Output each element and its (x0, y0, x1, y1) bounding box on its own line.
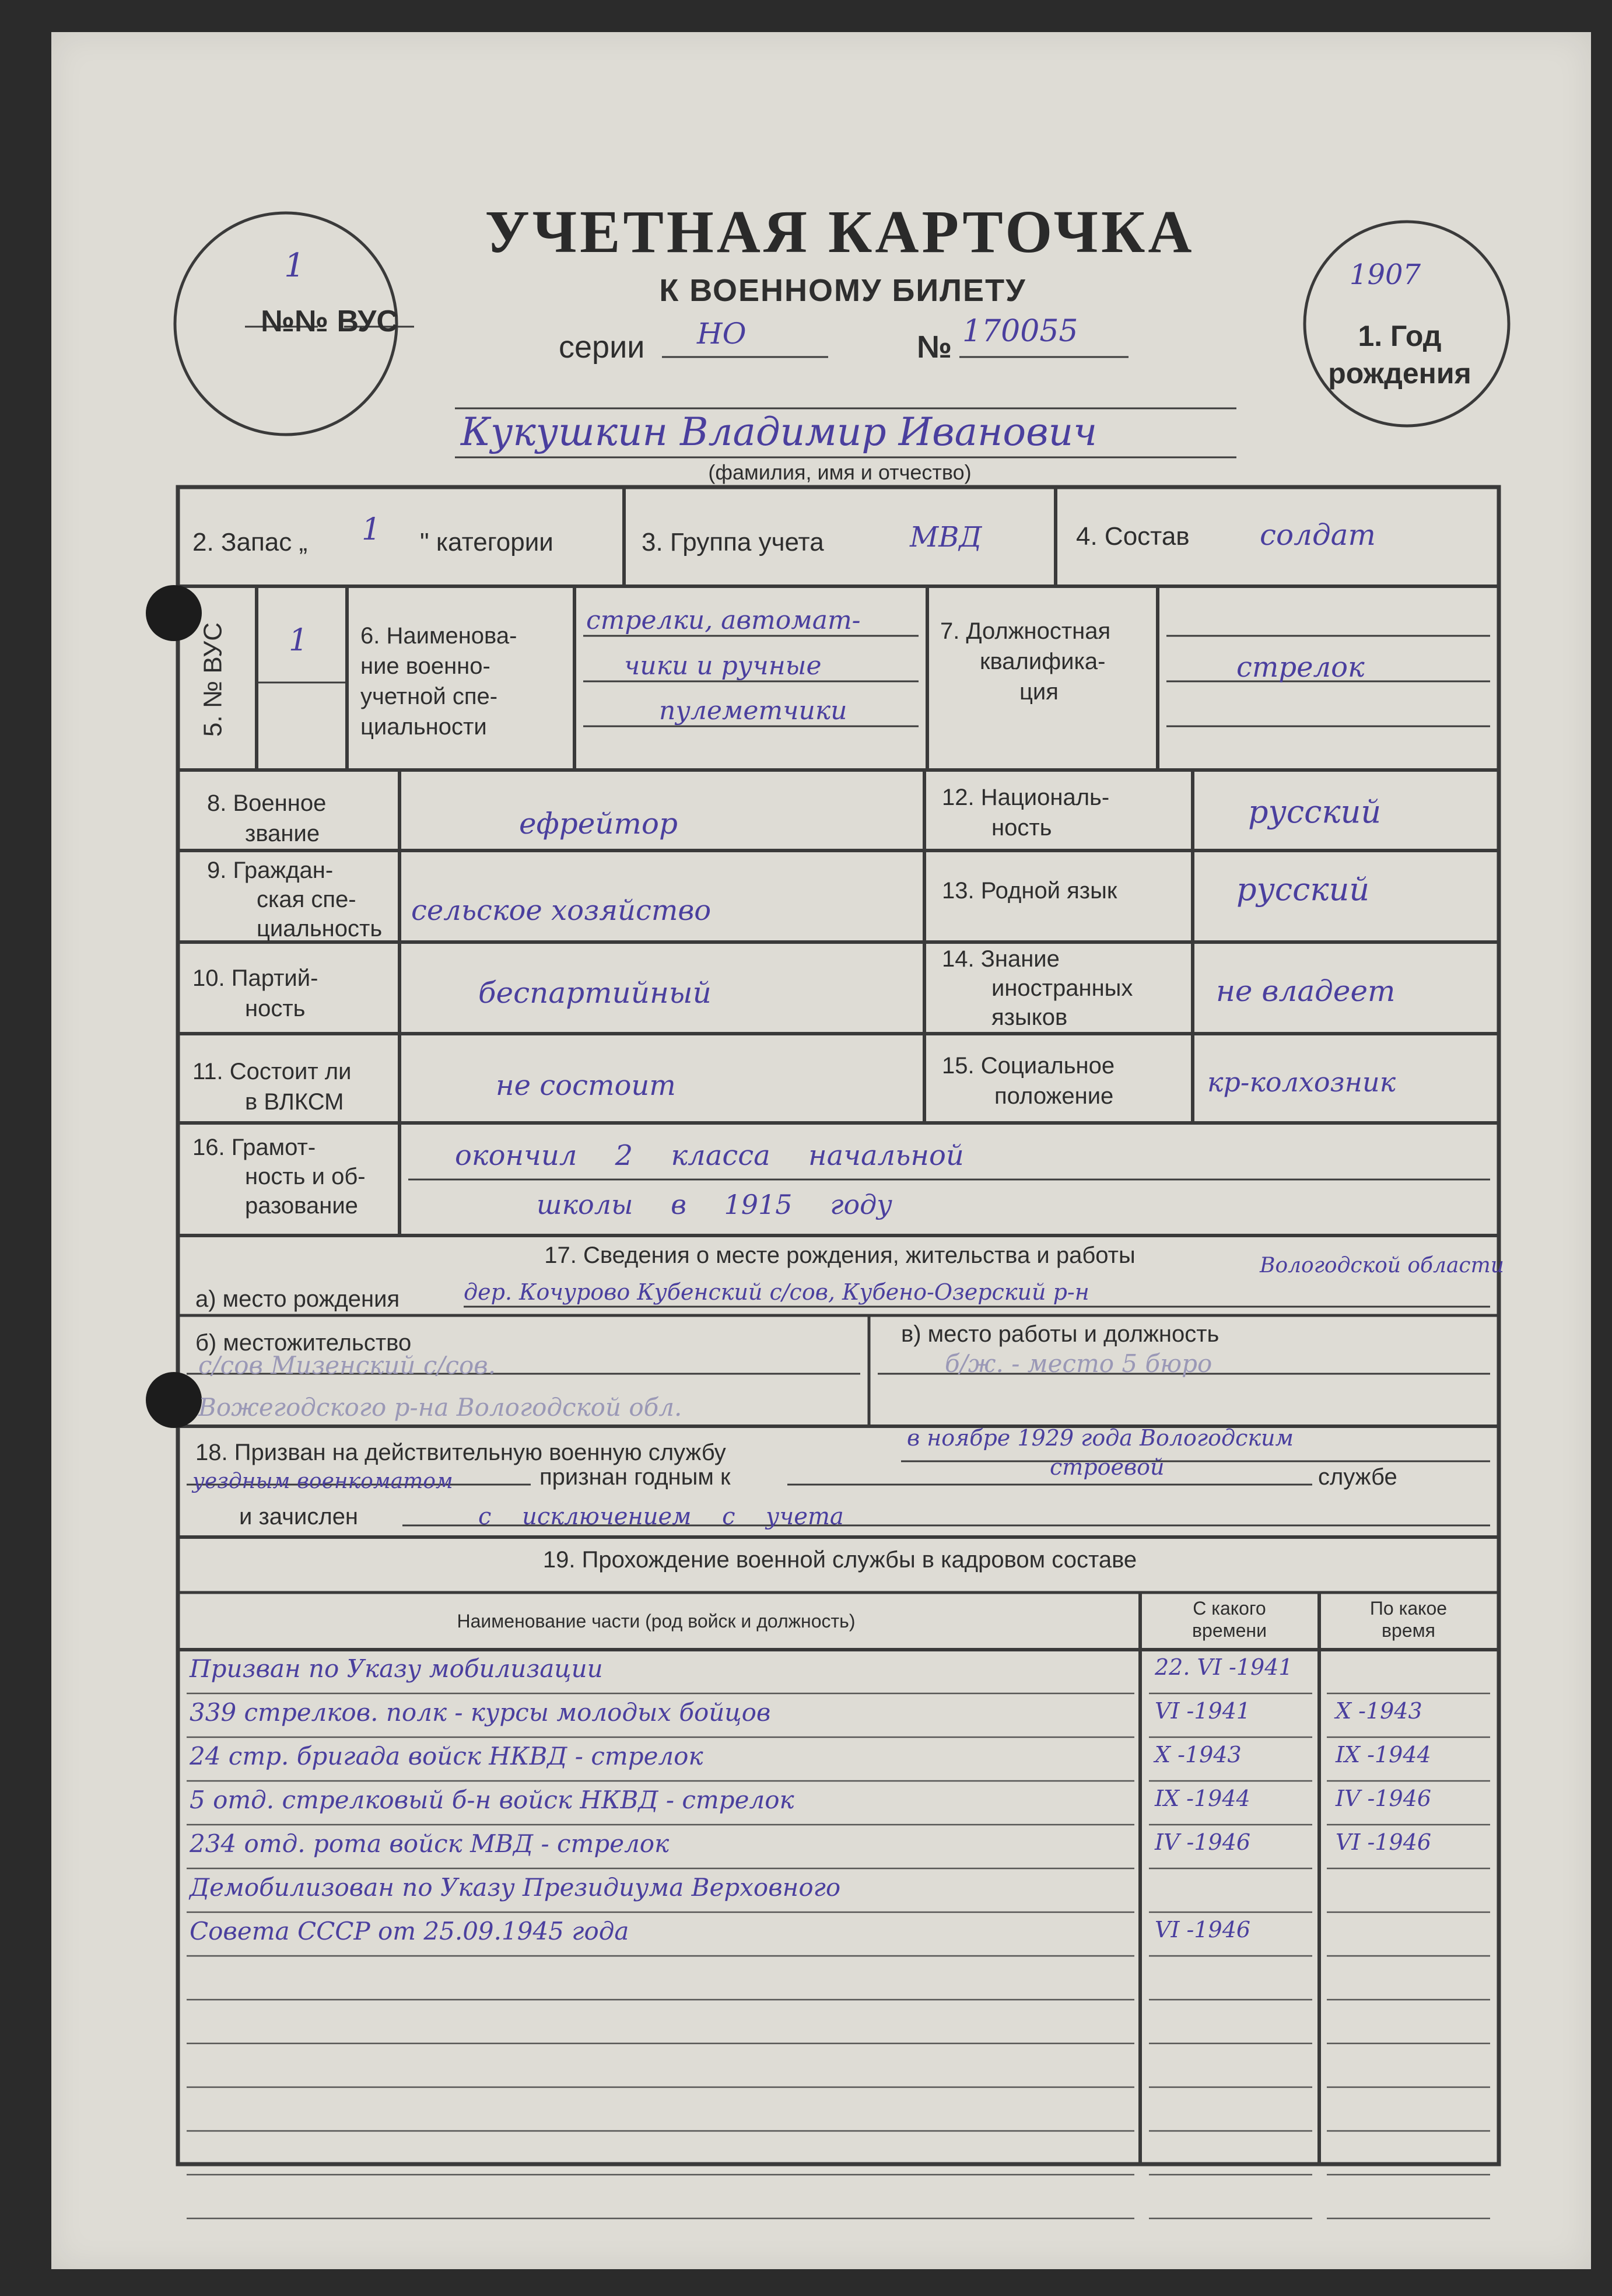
col-unit-header: Наименование части (род войск и должность) (457, 1611, 856, 1632)
qual-label-3: ция (1019, 679, 1059, 705)
foreign-label-3: языков (991, 1005, 1068, 1030)
conscription-value: в ноябре 1929 года Вологодским (907, 1425, 1294, 1451)
language-label: 13. Родной язык (942, 878, 1117, 904)
social-value: кр-колхозник (1207, 1066, 1396, 1098)
col-from-header-2: времени (1192, 1620, 1267, 1641)
residence-value-1: с/сов Мизенский с/сов. (198, 1351, 496, 1380)
education-label-3: разование (245, 1193, 358, 1219)
birth-year-value: 1907 (1349, 258, 1421, 291)
foreign-value: не владеет (1216, 974, 1396, 1008)
nationality-label-1: 12. Националь- (942, 785, 1110, 810)
rank-value: ефрейтор (519, 807, 678, 841)
vus-value: 1 (289, 623, 309, 658)
series-label: серии (559, 330, 645, 365)
qual-label-1: 7. Должностная (940, 618, 1111, 644)
staff-value: солдат (1260, 518, 1376, 552)
service-row-to: VI -1946 (1336, 1829, 1432, 1855)
reserve-label: 2. Запас „ (192, 528, 308, 556)
staff-label: 4. Состав (1076, 522, 1190, 551)
col-from-header-1: С какого (1193, 1598, 1266, 1619)
vus-circle-value: 1 (284, 247, 305, 285)
service-row-to: X -1943 (1336, 1698, 1422, 1724)
spec-label-1: 6. Наименова- (360, 623, 517, 649)
enlisted-label: и зачислен (239, 1504, 359, 1530)
spec-value-1: стрелки, автомат- (586, 606, 861, 635)
birth-year-label-2: рождения (1328, 357, 1471, 390)
work-label: в) место работы и должность (901, 1321, 1219, 1347)
series-value: НО (697, 317, 747, 351)
education-label-2: ность и об- (245, 1164, 366, 1189)
section19-title: 19. Прохождение военной службы в кадровом составе (542, 1547, 1137, 1573)
birth-place-label: а) место рождения (195, 1286, 400, 1312)
civil-value: сельское хозяйство (411, 894, 712, 927)
service-row-unit: 5 отд. стрелковый б-н войск НКВД - стрелок (190, 1786, 794, 1814)
education-value-2: школы в 1915 году (537, 1189, 892, 1220)
vus-circle-label: №№ ВУС (261, 304, 398, 338)
service-row-to: IX -1944 (1336, 1742, 1431, 1768)
party-label-1: 10. Партий- (192, 965, 318, 991)
vus-label: 5. № ВУС (198, 622, 227, 737)
reserve-value: 1 (362, 512, 381, 547)
col-to-header-1: По какое (1369, 1598, 1448, 1619)
fitness-label: признан годным к (539, 1464, 731, 1490)
service-row-unit: Призван по Указу мобилизации (190, 1654, 603, 1683)
service-row-unit: Совета СССР от 25.09.1945 года (190, 1917, 629, 1945)
number-label: № (917, 330, 952, 365)
group-value: МВД (910, 521, 982, 554)
enlisted-value: с исключением с учета (478, 1503, 844, 1530)
spec-value-2: чики и ручные (624, 651, 822, 681)
foreign-label-1: 14. Знание (942, 946, 1060, 972)
party-value: беспартийный (478, 976, 712, 1010)
full-name-caption: (фамилия, имя и отчество) (708, 460, 972, 484)
vlksm-label-1: 11. Состоит ли (192, 1059, 352, 1084)
service-row-unit: 24 стр. бригада войск НКВД - стрелок (190, 1742, 703, 1770)
conscription-office-value: уездным военкоматом (192, 1469, 453, 1493)
social-label-1: 15. Социальное (942, 1053, 1115, 1079)
civil-label-1: 9. Граждан- (207, 858, 334, 883)
service-row-unit: 234 отд. рота войск МВД - стрелок (190, 1829, 670, 1858)
language-value: русский (1236, 871, 1370, 908)
rank-label-1: 8. Военное (207, 790, 327, 816)
spec-label-3: учетной спе- (360, 684, 498, 709)
foreign-label-2: иностранных (991, 975, 1133, 1001)
service-row-from: VI -1941 (1155, 1698, 1251, 1724)
col-to-header-2: время (1382, 1620, 1435, 1641)
vlksm-value: не состоит (496, 1069, 676, 1102)
social-label-2: положение (994, 1083, 1114, 1109)
civil-label-2: ская спе- (257, 887, 356, 912)
education-value-1: окончил 2 класса начальной (455, 1139, 964, 1172)
rank-label-2: звание (245, 821, 320, 846)
nationality-label-2: ность (991, 815, 1052, 841)
card-title: УЧЕТНАЯ КАРТОЧКА (485, 198, 1195, 265)
qual-label-2: квалифика- (980, 649, 1106, 674)
service-row-to: IV -1946 (1336, 1786, 1432, 1811)
party-label-2: ность (245, 996, 306, 1021)
reserve-suffix: " категории (420, 528, 553, 556)
work-value: б/ж. - место 5 бюро (945, 1349, 1212, 1378)
residence-value-2: Вожегодского р-на Вологодской обл. (198, 1393, 682, 1422)
vlksm-label-2: в ВЛКСМ (245, 1089, 344, 1115)
service-row-from: VI -1946 (1155, 1917, 1251, 1943)
spec-label-4: циальности (360, 714, 487, 740)
service-row-unit: 339 стрелков. полк - курсы молодых бойцов (190, 1698, 771, 1727)
punch-hole-top (146, 585, 202, 641)
education-label-1: 16. Грамот- (192, 1135, 316, 1160)
residence-label: б) местожительство (195, 1330, 412, 1356)
card-subtitle: К ВОЕННОМУ БИЛЕТУ (659, 273, 1026, 308)
service-row-from: IV -1946 (1155, 1829, 1251, 1855)
service-row-from: 22. VI -1941 (1155, 1654, 1293, 1680)
group-label: 3. Группа учета (642, 528, 824, 556)
service-row-from: IX -1944 (1155, 1786, 1250, 1811)
spec-label-2: ние военно- (360, 653, 490, 679)
birth-year-label: 1. Год (1358, 320, 1442, 352)
full-name: Кукушкин Владимир Иванович (461, 410, 1098, 454)
conscription-label: 18. Призван на действительную военную службу (195, 1440, 726, 1465)
qual-value: стрелок (1236, 651, 1365, 684)
birth-place-value: дер. Кочурово Кубенский с/сов, Кубено-Озерский р-н (464, 1279, 1089, 1305)
civil-label-3: циальность (257, 916, 383, 942)
service-row-from: X -1943 (1155, 1742, 1242, 1768)
service-row-unit: Демобилизован по Указу Президиума Верховного (190, 1873, 841, 1902)
fitness-value: строевой (1050, 1454, 1165, 1480)
number-value: 170055 (962, 314, 1078, 349)
section17-title: 17. Сведения о месте рождения, жительства и работы (544, 1242, 1136, 1268)
fitness-suffix: службе (1318, 1464, 1397, 1490)
punch-hole-bottom (146, 1372, 202, 1428)
spec-value-3: пулеметчики (659, 696, 847, 726)
birth-place-value-2: Вологодской области (1260, 1254, 1504, 1278)
nationality-value: русский (1248, 793, 1382, 830)
section19-row-lines (187, 1693, 1490, 2218)
